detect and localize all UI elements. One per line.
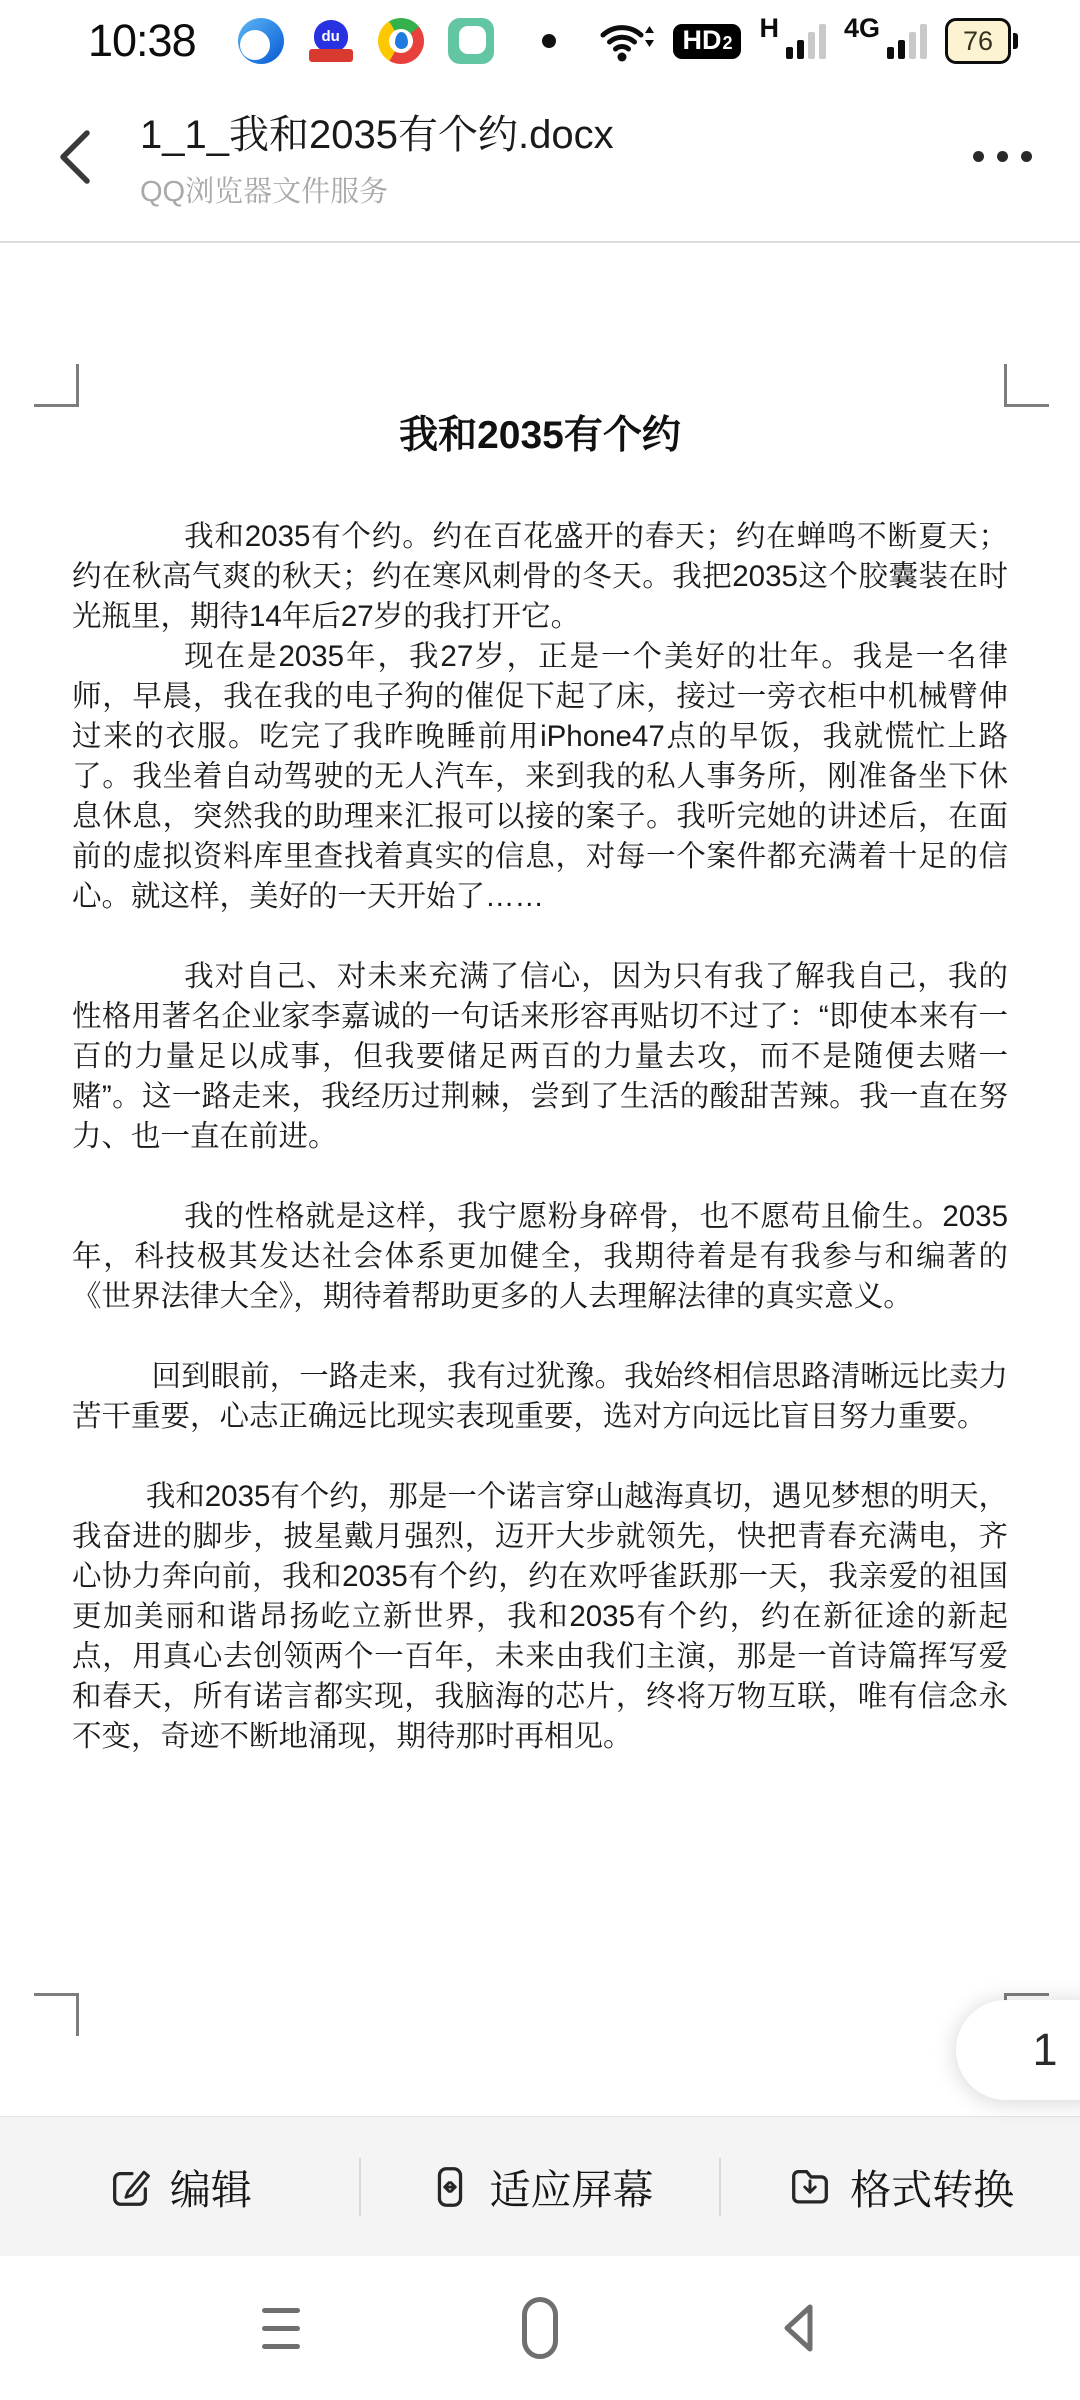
nav-back-button[interactable]: [777, 2288, 821, 2368]
qq-browser-icon: [238, 18, 284, 64]
chevron-left-icon: [54, 128, 96, 186]
notification-icons: [238, 18, 556, 64]
more-notifications-dot: [542, 34, 556, 48]
document-title: 我和2035有个约: [399, 414, 681, 457]
wifi-icon: [599, 18, 655, 64]
status-bar-left: [88, 15, 556, 67]
signal-h-icon: H: [759, 24, 826, 59]
volte-hd2-badge: HD 2: [673, 24, 741, 59]
doc-paragraph: 回到眼前，一路走来，我有过犹豫。我始终相信思路清晰远比卖力苦干重要，心志正确远比现实表现重要，选对方向远比盲目努力重要。: [72, 1360, 1008, 1433]
file-title: 1_1_我和2035有个约.docx: [140, 113, 614, 157]
menu-icon: [262, 2308, 300, 2349]
fit-screen-button[interactable]: [361, 2117, 720, 2256]
battery-level: 76: [945, 18, 1011, 64]
status-bar-right: [599, 12, 1018, 64]
doc-paragraph: 现在是2035年，我27岁，正是一个美好的壮年。我是一名律师，早晨，我在我的电子狗的催促下起了床，接过一旁衣柜中机械臂伸过来的衣服。吃完了我昨晚睡前用iPhone47点的早饭，我就慌忙上路了。我坐着自动驾驶的无人汽车，来到我的私人事务所，刚准备坐下休息休息，突然我的助理来汇报可以接的案子。我听完她的讲述后，在面前的虚拟资料库里查找着真实的信息，对每一个案件都充满着十足的信心。就这样，美好的一天开始了……: [72, 640, 1008, 913]
green-app-icon: [448, 18, 494, 64]
format-convert-icon: [787, 2164, 833, 2210]
back-triangle-icon: [779, 2300, 819, 2356]
signal-4g-icon: 4G: [844, 24, 927, 59]
home-icon: [522, 2297, 558, 2359]
doc-paragraph: 我和2035有个约。约在百花盛开的春天；约在蝉鸣不断夏天；约在秋高气爽的秋天；约在寒风刺骨的冬天。我把2035这个胶囊装在时光瓶里，期待14年后27岁的我打开它。: [72, 520, 1008, 633]
bottom-toolbar: [0, 2116, 1080, 2256]
fit-screen-icon: [427, 2164, 473, 2210]
android-nav-bar: [0, 2256, 1080, 2400]
battery-icon: [945, 18, 1018, 64]
file-source-subtitle: QQ浏览器文件服务: [140, 176, 389, 208]
more-menu-button[interactable]: [969, 141, 1036, 172]
document-header: [0, 72, 1080, 241]
title-block: [140, 103, 969, 210]
page-corner-mark-top-left: [34, 364, 79, 407]
tencent-news-icon: [378, 18, 424, 64]
page-corner-mark-bottom-left: [34, 1993, 79, 2036]
document-content: [72, 413, 1008, 1757]
doc-paragraph: 我对自己、对未来充满了信心，因为只有我了解我自己，我的性格用著名企业家李嘉诚的一句话来形容再贴切不过了：“即使本来有一百的力量足以成事，但我要储足两百的力量去攻，而不是随便去赌一赌”。这一路走来，我经历过荆棘，尝到了生活的酸甜苦辣。我一直在努力、也一直在前进。: [72, 960, 1008, 1153]
fit-screen-label: 适应屏幕: [489, 2167, 654, 2213]
nav-menu-button[interactable]: [259, 2288, 303, 2368]
document-view[interactable]: [0, 243, 1080, 2116]
clock: 10:38: [88, 15, 196, 66]
doc-paragraph: 我和2035有个约，那是一个诺言穿山越海真切，遇见梦想的明天，我奋进的脚步，披星戴月强烈，迈开大步就领先，快把青春充满电，齐心协力奔向前，我和2035有个约，约在欢呼雀跃那一天，我亲爱的祖国更加美丽和谐昂扬屹立新世界，我和2035有个约，约在新征途的新起点，用真心去创领两个一百年，未来由我们主演，那是一首诗篇挥写爱和春天，所有诺言都实现，我脑海的芯片，终将万物互联，唯有信念永不变，奇迹不断地涌现，期待那时再相见。: [72, 1480, 1008, 1753]
page-number-indicator: 1: [956, 2000, 1080, 2100]
edit-icon: [107, 2164, 153, 2210]
doc-paragraph: 我的性格就是这样，我宁愿粉身碎骨，也不愿苟且偷生。2035年，科技极其发达社会体系更加健全，我期待着是有我参与和编著的《世界法律大全》，期待着帮助更多的人去理解法律的真实意义。: [72, 1200, 1008, 1313]
format-convert-button[interactable]: [721, 2117, 1080, 2256]
page-corner-mark-top-right: [1004, 364, 1049, 407]
baidu-icon: du: [308, 20, 354, 62]
format-convert-label: 格式转换: [850, 2167, 1015, 2213]
status-bar: [0, 0, 1080, 72]
back-button[interactable]: [54, 128, 96, 186]
nav-home-button[interactable]: [518, 2288, 562, 2368]
edit-button[interactable]: [0, 2117, 359, 2256]
edit-label: 编辑: [169, 2167, 252, 2213]
more-horizontal-icon: [973, 151, 984, 162]
